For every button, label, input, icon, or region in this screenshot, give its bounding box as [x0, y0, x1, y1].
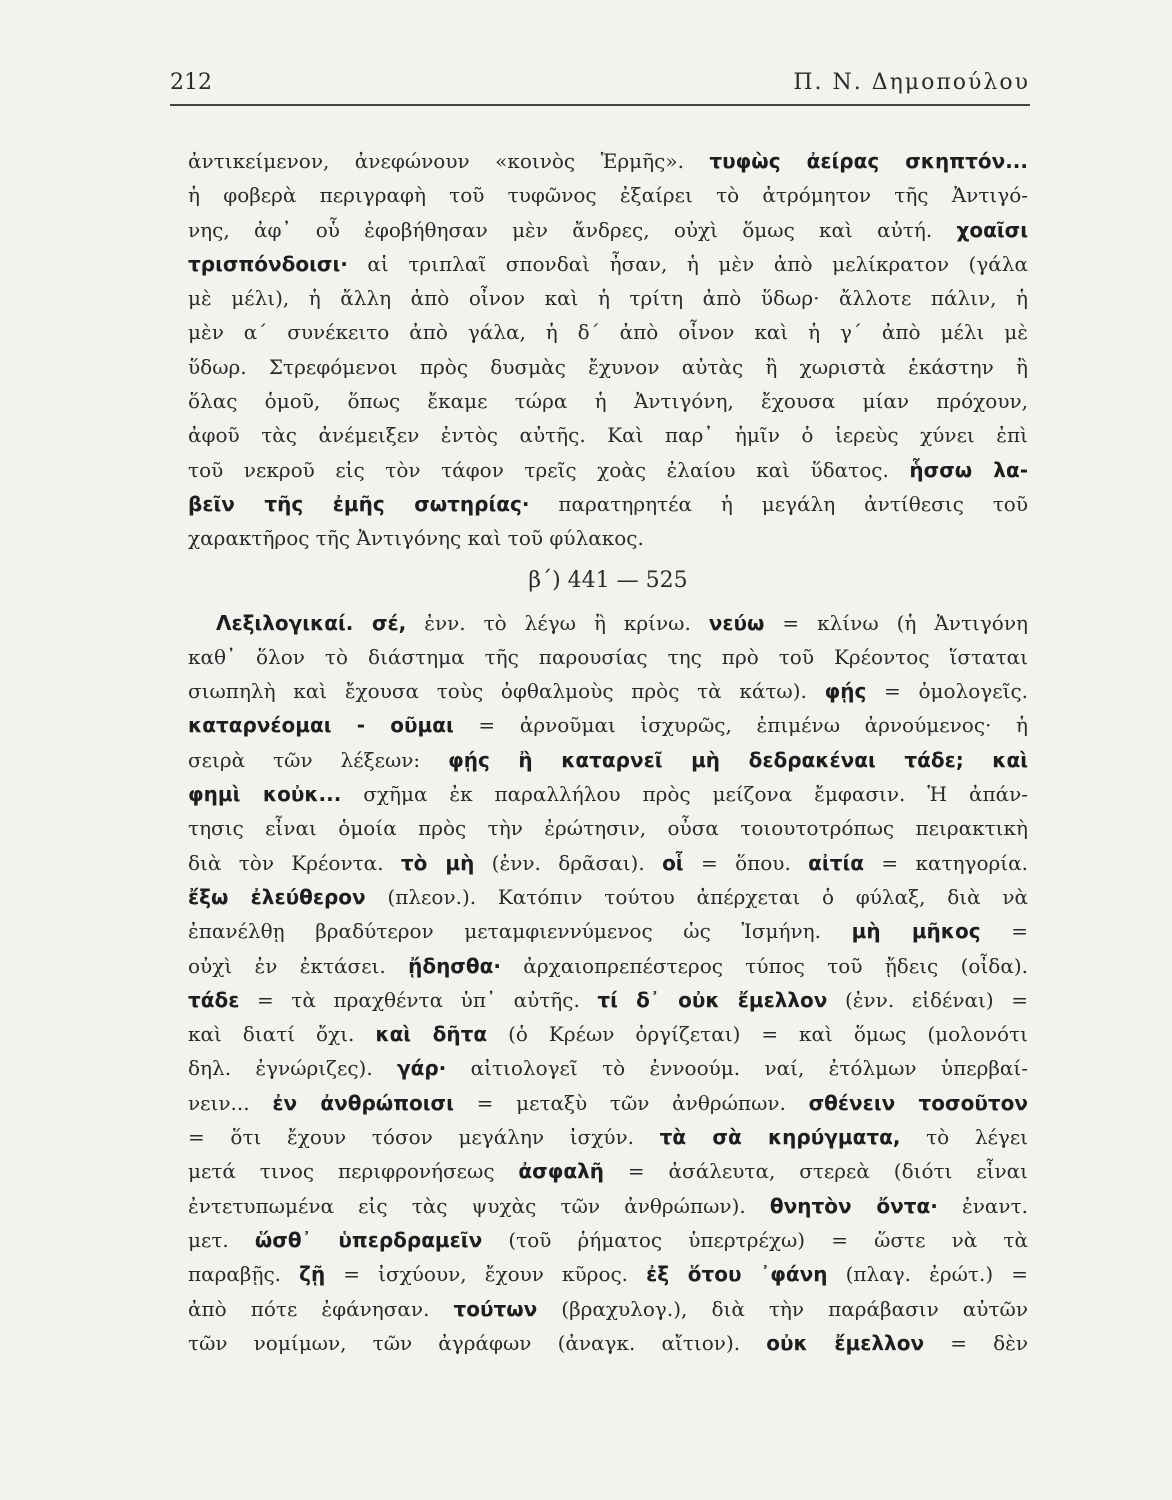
text-run: καθ᾽ ὅλον τὸ διάστημα τῆς παρουσίας της πρὸ τοῦ Κρέοντος ἵσταται — [188, 644, 1028, 669]
text-line — [188, 418, 1028, 452]
bold-term: τὰ σὰ κηρύγματα, — [659, 1125, 901, 1150]
bold-term: τί δ᾽ οὐκ ἔμελλον — [597, 987, 828, 1012]
text-run: τοῦ νεκροῦ εἰς τὸν τάφον τρεῖς χοὰς ἐλαίου καὶ ὕδατος. — [188, 457, 910, 482]
text-run: = δὲν — [924, 1330, 1028, 1355]
text-line — [188, 521, 1028, 555]
bold-term: τρισπόνδοισι· — [188, 251, 348, 276]
text-run: ὕδωρ. Στρεφόμενοι πρὸς δυσμὰς ἔχυνον αὐτὰς ἢ χωριστὰ ἑκάστην ἢ — [188, 354, 1028, 379]
text-run: = ὅπου. — [683, 850, 809, 875]
text-run: = ἰσχύουν, ἔχουν κῦρος. — [325, 1262, 647, 1287]
bold-term: ἧσσω λα- — [909, 457, 1028, 482]
text-run: ἐναντ. — [937, 1193, 1028, 1218]
text-line — [188, 281, 1028, 315]
bold-term: Λεξιλογικαί. σέ, — [216, 610, 407, 635]
bold-term: ἔξω ἐλεύθερον — [188, 884, 366, 909]
text-run: = ὅτι ἔχουν τόσον μεγάλην ἰσχύν. — [188, 1125, 660, 1150]
text-line — [188, 213, 1028, 247]
bold-term: ἀσφαλῆ — [518, 1159, 605, 1184]
text-line — [188, 1189, 1028, 1223]
text-run: (πλαγ. ἐρώτ.) = — [827, 1262, 1028, 1287]
text-line — [188, 315, 1028, 349]
bold-term: φῄς — [824, 679, 867, 704]
bold-term: φῄς ἢ καταρνεῖ μὴ δεδρακέναι τάδε; καὶ — [448, 747, 1028, 772]
bold-term: οὐκ ἔμελλον — [766, 1330, 925, 1355]
text-line — [188, 708, 1028, 742]
text-run: δηλ. ἐγνώριζες). — [188, 1056, 397, 1081]
text-line — [188, 983, 1028, 1017]
text-line — [188, 247, 1028, 281]
text-line — [188, 914, 1028, 948]
text-run: αἱ τριπλαῖ σπονδαὶ ἦσαν, ἡ μὲν ἀπὸ μελίκρατον (γάλα — [347, 251, 1028, 276]
bold-term: τούτων — [453, 1296, 538, 1321]
text-run: χαρακτῆρος τῆς Ἀντιγόνης καὶ τοῦ φύλακος. — [188, 526, 644, 551]
text-run: = ἀσάλευτα, στερεὰ (διότι εἶναι — [604, 1159, 1028, 1184]
text-line — [188, 811, 1028, 845]
text-run: (πλεον.). Κατόπιν τούτου ἀπέρχεται ὁ φύλαξ, διὰ νὰ — [365, 884, 1028, 909]
text-run: ἀρχαιοπρεπέστερος τύπος τοῦ ᾔδεις (οἶδα). — [500, 953, 1028, 978]
text-run: μετ. — [188, 1227, 255, 1252]
text-line — [188, 178, 1028, 212]
text-run: τῶν νομίμων, τῶν ἀγράφων (ἀναγκ. αἴτιον). — [188, 1330, 767, 1355]
text-line — [188, 144, 1028, 178]
text-line — [188, 453, 1028, 487]
text-run: τησις εἶναι ὁμοία πρὸς τὴν ἐρώτησιν, οὖσα τοιουτοτρόπως πειρακτικὴ — [188, 816, 1028, 841]
bold-term: μὴ μῆκος — [851, 919, 981, 944]
text-run: νειν... — [188, 1090, 273, 1115]
text-run: νης, ἀφ᾽ οὗ ἐφοβήθησαν μὲν ἄνδρες, οὐχὶ ὅμως καὶ αὐτή. — [188, 217, 957, 242]
text-line — [188, 880, 1028, 914]
running-title: Π. Ν. Δημοπούλου — [793, 70, 1030, 95]
bold-term: ἐξ ὅτου ᾽φάνη — [646, 1262, 828, 1287]
text-line — [188, 743, 1028, 777]
text-line — [188, 1223, 1028, 1257]
text-run: ἀντικείμενον, ἀνεφώνουν «κοινὸς Ἑρμῆς». — [188, 149, 710, 173]
text-run: = ἀρνοῦμαι ἰσχυρῶς, ἐπιμένω ἀρνούμενος· ἡ — [453, 713, 1028, 738]
text-run: ἐνν. τὸ λέγω ἢ κρίνω. — [406, 610, 709, 635]
text-run: (τοῦ ῥήματος ὑπερτρέχω) = ὥστε νὰ τὰ — [482, 1227, 1028, 1252]
text-line — [188, 1017, 1028, 1051]
bold-term: φημὶ κοὐκ... — [188, 782, 342, 807]
text-run: = τὰ πραχθέντα ὑπ᾽ αὐτῆς. — [239, 987, 598, 1012]
text-line — [188, 384, 1028, 418]
text-line — [188, 949, 1028, 983]
bold-term: γάρ· — [397, 1056, 447, 1081]
text-line — [188, 777, 1028, 811]
text-run: σειρὰ τῶν λέξεων: — [188, 747, 449, 772]
bold-term: τυφὼς ἀείρας σκηπτόν... — [709, 149, 1028, 173]
text-line — [188, 846, 1028, 880]
bold-term: ζῇ — [299, 1262, 326, 1287]
text-line — [188, 640, 1028, 674]
text-run: (βραχυλογ.), διὰ τὴν παράβασιν αὐτῶν — [537, 1296, 1028, 1321]
bold-term: θνητὸν ὄντα· — [769, 1193, 938, 1218]
bold-term: ἐν ἀνθρώποισι — [272, 1090, 454, 1115]
text-run: = κατηγορία. — [864, 850, 1028, 875]
bold-term: ᾔδησθα· — [408, 953, 501, 978]
text-run: ἀφοῦ τὰς ἀνέμειξεν ἐντὸς αὐτῆς. Καὶ παρ᾽ ἡμῖν ὁ ἱερεὺς χύνει ἐπὶ — [188, 423, 1028, 448]
bold-term: ὥσθ᾽ ὑπερδραμεῖν — [254, 1227, 483, 1252]
text-line — [188, 1326, 1028, 1360]
text-run: ἐντετυπωμένα εἰς τὰς ψυχὰς τῶν ἀνθρώπων). — [188, 1193, 770, 1218]
text-run: μετά τινος περιφρονήσεως — [188, 1159, 519, 1184]
text-run: = κλίνω (ἡ Ἀντιγόνη — [764, 610, 1028, 635]
bold-term: καὶ δῆτα — [375, 1022, 488, 1047]
text-line — [188, 1292, 1028, 1326]
bold-term: τάδε — [188, 987, 240, 1012]
text-run: καὶ διατί ὄχι. — [188, 1022, 376, 1047]
text-line — [188, 1120, 1028, 1154]
text-run: ὅλας ὁμοῦ, ὅπως ἔκαμε τώρα ἡ Ἀντιγόνη, ἔχουσα μίαν πρόχουν, — [188, 389, 1028, 414]
bold-term: καταρνέομαι - οῦμαι — [188, 713, 454, 738]
text-line — [188, 1257, 1028, 1291]
text-line — [188, 1154, 1028, 1188]
text-run: = μεταξὺ τῶν ἀνθρώπων. — [453, 1090, 809, 1115]
bold-term: βεῖν τῆς ἐμῆς σωτηρίας· — [188, 491, 530, 516]
text-run: (ἐνν. εἰδέναι) = — [827, 987, 1028, 1012]
text-line — [188, 350, 1028, 384]
text-line — [188, 487, 1028, 521]
text-run: παραβῇς. — [188, 1262, 300, 1287]
bold-term: σθένειν τοσοῦτον — [808, 1090, 1028, 1115]
section-heading: β΄) 441 — 525 — [528, 567, 688, 593]
text-run: οὐχὶ ἐν ἐκτάσει. — [188, 953, 409, 978]
bold-term: οἷ — [662, 850, 684, 875]
text-run: σχῆμα ἐκ παραλλήλου πρὸς μείζονα ἔμφασιν. Ἡ ἀπάν- — [341, 782, 1028, 807]
running-head — [170, 70, 1030, 106]
bold-term: αἰτία — [808, 850, 865, 875]
bold-term: χοαῖσι — [956, 217, 1028, 242]
text-line — [188, 674, 1028, 708]
text-run: τὸ λέγει — [900, 1125, 1028, 1150]
text-run: αἰτιολογεῖ τὸ ἐννοούμ. ναί, ἐτόλμων ὑπερβαί- — [446, 1056, 1028, 1081]
text-run: (ἐνν. δρᾶσαι). — [474, 850, 663, 875]
text-run: = ὁμολογεῖς. — [866, 679, 1028, 704]
text-run: ἐπανέλθῃ βραδύτερον μεταμφιεννύμενος ὡς Ἰσμήνη. — [188, 919, 852, 944]
page-number: 212 — [170, 70, 212, 95]
text-line — [188, 606, 1028, 640]
text-run: παρατηρητέα ἡ μεγάλη ἀντίθεσις τοῦ — [529, 491, 1028, 516]
text-run: ἡ φοβερὰ περιγραφὴ τοῦ τυφῶνος ἐξαίρει τὸ ἀτρόμητον τῆς Ἀντιγό- — [188, 183, 1028, 208]
text-run: διὰ τὸν Κρέοντα. — [188, 850, 401, 875]
text-run: σιωπηλὴ καὶ ἔχουσα τοὺς ὀφθαλμοὺς πρὸς τὰ κάτω). — [188, 679, 825, 704]
text-line — [188, 1051, 1028, 1085]
text-run: ἀπὸ πότε ἐφάνησαν. — [188, 1296, 454, 1321]
bold-term: τὸ μὴ — [400, 850, 475, 875]
text-run: (ὁ Κρέων ὀργίζεται) = καὶ ὅμως (μολονότι — [487, 1022, 1028, 1047]
text-run: = — [980, 919, 1028, 944]
text-run: μὲ μέλι), ἡ ἄλλη ἀπὸ οἶνον καὶ ἡ τρίτη ἀπὸ ὕδωρ· ἄλλοτε πάλιν, ἡ — [188, 286, 1028, 311]
text-line — [188, 1086, 1028, 1120]
bold-term: νεύω — [708, 610, 765, 635]
text-run: μὲν α΄ συνέκειτο ἀπὸ γάλα, ἡ δ΄ ἀπὸ οἶνον καὶ ἡ γ΄ ἀπὸ μέλι μὲ — [188, 320, 1028, 345]
commentary-text — [188, 144, 1028, 1360]
